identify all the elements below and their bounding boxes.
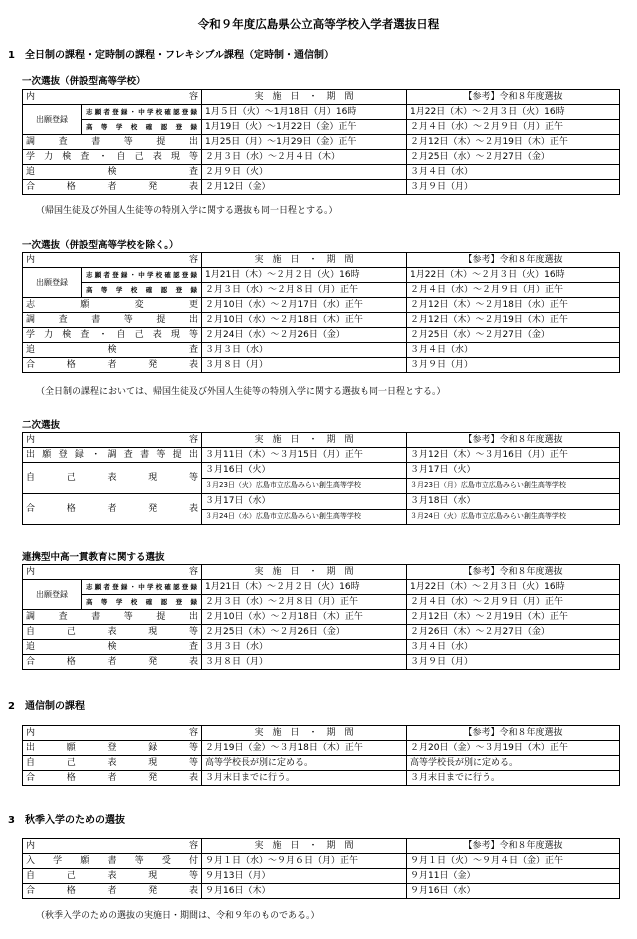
table-row: [23, 741, 620, 756]
header-item-cell: 内 容: [23, 90, 202, 105]
header-reference-cell: 【参考】令和８年度選抜: [407, 253, 620, 268]
item-cell: 学力検査・自己表現等: [23, 328, 202, 343]
reference-date-cell: ２月４日（水）～２月９日（月）正午: [407, 120, 620, 135]
reference-date-cell: ３月４日（水）: [407, 343, 620, 358]
table-row: [23, 610, 620, 625]
table-row: [23, 494, 620, 510]
item-cell: 合格者発表: [23, 655, 202, 670]
header-item-cell: 内 容: [23, 433, 202, 448]
current-date-cell: ３月24日（水）広島市立広島みらい創生高等学校: [202, 509, 407, 525]
table-3-heading: 二次選抜: [22, 420, 61, 431]
reference-date-cell: ２月26日（木）～２月27日（金）: [407, 625, 620, 640]
table-row: [23, 313, 620, 328]
reference-date-cell: ３月12日（木）～３月16日（月）正午: [407, 448, 620, 463]
table-row: [23, 771, 620, 786]
schedule-table-5: [22, 725, 620, 786]
sub-item-label: 志願者登録・中学校確認登録: [82, 580, 201, 595]
current-date-cell: ２月９日（火）: [202, 165, 407, 180]
table-row: [23, 150, 620, 165]
sub-item-label: 高等学校確認登録: [86, 286, 197, 294]
header-current-cell: 実 施 日 ・ 期 間: [202, 726, 407, 741]
sub-item-label: 高等学校確認登録: [86, 123, 197, 131]
header-item-cell: 内 容: [23, 565, 202, 580]
item-cell: 自己表現等: [23, 625, 202, 640]
sub-item-label: 志願者登録・中学校確認登録: [82, 105, 201, 120]
current-date-cell: ３月17日（水）: [202, 494, 407, 510]
item-cell: 志願変更: [23, 298, 202, 313]
header-item-cell: 内 容: [23, 253, 202, 268]
item-cell: 自己表現等: [23, 756, 202, 771]
category-label: 出願登録: [23, 268, 82, 297]
table-row: [23, 448, 620, 463]
reference-date-cell: ３月24日（火）広島市立広島みらい創生高等学校: [407, 509, 620, 525]
item-cell: 追検査: [23, 640, 202, 655]
table-row: [23, 358, 620, 373]
header-reference-cell: 【参考】令和８年度選抜: [407, 726, 620, 741]
table-row: [23, 268, 620, 283]
section-3-heading: 3 秋季入学のための選抜: [8, 815, 125, 826]
reference-date-cell: ２月４日（水）～２月９日（月）正午: [407, 283, 620, 298]
current-date-cell: ３月末日までに行う。: [202, 771, 407, 786]
reference-date-cell: 1月22日（木）～２月３日（火）16時: [407, 580, 620, 595]
reference-date-cell: ２月20日（金）～３月19日（木）正午: [407, 741, 620, 756]
current-date-cell: ２月10日（水）～２月18日（木）正午: [202, 610, 407, 625]
item-cell: 追検査: [23, 165, 202, 180]
item-cell: 合格者発表: [23, 358, 202, 373]
table-row: [23, 884, 620, 899]
table-row: [23, 165, 620, 180]
header-reference-cell: 【参考】令和８年度選抜: [407, 565, 620, 580]
page-title: 令和９年度広島県公立高等学校入学者選抜日程: [197, 17, 440, 31]
current-date-cell: ２月19日（金）～３月18日（木）正午: [202, 741, 407, 756]
table-header-row: [23, 433, 620, 448]
table-row: [23, 756, 620, 771]
current-date-cell: ３月16日（火）: [202, 463, 407, 479]
reference-date-cell: ３月23日（月）広島市立広島みらい創生高等学校: [407, 478, 620, 494]
application-group-cell: [23, 105, 202, 135]
reference-date-cell: ３月４日（水）: [407, 165, 620, 180]
current-date-cell: ３月３日（水）: [202, 640, 407, 655]
reference-date-cell: ２月12日（木）～２月19日（木）正午: [407, 610, 620, 625]
current-date-cell: ２月３日（水）～２月８日（月）正午: [202, 595, 407, 610]
item-cell: 調査書等提出: [23, 135, 202, 150]
reference-date-cell: ９月11日（金）: [407, 869, 620, 884]
current-date-cell: ９月16日（木）: [202, 884, 407, 899]
reference-date-cell: ２月４日（水）～２月９日（月）正午: [407, 595, 620, 610]
header-reference-cell: 【参考】令和８年度選抜: [407, 90, 620, 105]
table-row: [23, 463, 620, 479]
current-date-cell: ９月13日（月）: [202, 869, 407, 884]
table-row: [23, 655, 620, 670]
current-date-cell: ２月３日（水）～２月４日（木）: [202, 150, 407, 165]
current-date-cell: ２月10日（水）～２月17日（水）正午: [202, 298, 407, 313]
category-label: 出願登録: [23, 105, 82, 134]
header-current-cell: 実 施 日 ・ 期 間: [202, 565, 407, 580]
reference-date-cell: ３月末日までに行う。: [407, 771, 620, 786]
current-date-cell: 1月21日（木）～２月２日（火）16時: [202, 580, 407, 595]
current-date-cell: ２月３日（水）～２月８日（月）正午: [202, 283, 407, 298]
current-date-cell: 1月21日（木）～２月２日（火）16時: [202, 268, 407, 283]
table-4-heading: 連携型中高一貫教育に関する選抜: [22, 552, 165, 563]
reference-date-cell: ３月９日（月）: [407, 655, 620, 670]
table-row: [23, 625, 620, 640]
header-current-cell: 実 施 日 ・ 期 間: [202, 839, 407, 854]
reference-date-cell: ２月12日（木）～２月19日（木）正午: [407, 313, 620, 328]
item-cell: 合格者発表: [23, 884, 202, 899]
table-2-heading: 一次選抜（併設型高等学校を除く。）: [22, 240, 179, 251]
header-current-cell: 実 施 日 ・ 期 間: [202, 90, 407, 105]
section-2-heading: 2 通信制の課程: [8, 701, 85, 712]
header-reference-cell: 【参考】令和８年度選抜: [407, 839, 620, 854]
table-6-note: （秋季入学のための選抜の実施日・期間は、令和９年のものである。）: [36, 911, 320, 921]
schedule-table-3: [22, 432, 620, 525]
item-cell: 調査書等提出: [23, 313, 202, 328]
reference-date-cell: ９月１日（火）～９月４日（金）正午: [407, 854, 620, 869]
item-cell: 自己表現等: [23, 869, 202, 884]
current-date-cell: ２月10日（水）～２月18日（木）正午: [202, 313, 407, 328]
reference-date-cell: ２月12日（木）～２月19日（木）正午: [407, 135, 620, 150]
table-row: [23, 135, 620, 150]
current-date-cell: ２月24日（水）～２月26日（金）: [202, 328, 407, 343]
section-1-heading: 1 全日制の課程・定時制の課程・フレキシブル課程（定時制・通信制）: [8, 50, 335, 61]
sub-item-label: 高等学校確認登録: [86, 598, 197, 606]
reference-date-cell: ２月25日（水）～２月27日（金）: [407, 328, 620, 343]
table-1-heading: 一次選抜（併設型高等学校）: [22, 76, 146, 87]
item-cell: 出願登録等: [23, 741, 202, 756]
table-row: [23, 180, 620, 195]
reference-date-cell: ３月９日（月）: [407, 358, 620, 373]
header-item-cell: 内 容: [23, 726, 202, 741]
schedule-table-6: [22, 838, 620, 899]
reference-date-cell: ２月12日（木）～２月18日（水）正午: [407, 298, 620, 313]
header-reference-cell: 【参考】令和８年度選抜: [407, 433, 620, 448]
table-row: [23, 580, 620, 595]
item-cell: 合格者発表: [23, 494, 202, 525]
item-cell: 学力検査・自己表現等: [23, 150, 202, 165]
current-date-cell: 高等学校長が別に定める。: [202, 756, 407, 771]
header-current-cell: 実 施 日 ・ 期 間: [202, 253, 407, 268]
schedule-table-2: [22, 252, 620, 373]
category-label: 出願登録: [23, 580, 82, 609]
reference-date-cell: ３月18日（水）: [407, 494, 620, 510]
table-header-row: [23, 839, 620, 854]
table-row: [23, 328, 620, 343]
current-date-cell: ９月１日（水）～９月６日（月）正午: [202, 854, 407, 869]
item-cell: 調査書等提出: [23, 610, 202, 625]
table-header-row: [23, 90, 620, 105]
current-date-cell: ２月25日（木）～２月26日（金）: [202, 625, 407, 640]
current-date-cell: 1月19日（火）～1月22日（金）正午: [202, 120, 407, 135]
reference-date-cell: ２月25日（水）～２月27日（金）: [407, 150, 620, 165]
reference-date-cell: 1月22日（木）～２月３日（火）16時: [407, 105, 620, 120]
schedule-table-1: [22, 89, 620, 195]
application-group-cell: [23, 268, 202, 298]
sub-item-label: 志願者登録・中学校確認登録: [82, 268, 201, 283]
table-header-row: [23, 726, 620, 741]
current-date-cell: 1月５日（火）～1月18日（月）16時: [202, 105, 407, 120]
item-cell: 入学願書等受付: [23, 854, 202, 869]
header-item-cell: 内 容: [23, 839, 202, 854]
table-header-row: [23, 253, 620, 268]
table-header-row: [23, 565, 620, 580]
item-cell: 追検査: [23, 343, 202, 358]
item-cell: 出願登録・調査書等提出: [23, 448, 202, 463]
current-date-cell: ３月３日（水）: [202, 343, 407, 358]
table-row: [23, 298, 620, 313]
reference-date-cell: ３月17日（火）: [407, 463, 620, 479]
current-date-cell: 1月25日（月）～1月29日（金）正午: [202, 135, 407, 150]
table-row: [23, 343, 620, 358]
application-group-cell: [23, 580, 202, 610]
item-cell: 合格者発表: [23, 771, 202, 786]
current-date-cell: ３月23日（火）広島市立広島みらい創生高等学校: [202, 478, 407, 494]
item-cell: 自己表現等: [23, 463, 202, 494]
table-2-note: （全日制の課程においては、帰国生徒及び外国人生徒等の特別入学に関する選抜も同一日程とする。）: [36, 387, 446, 397]
reference-date-cell: 高等学校長が別に定める。: [407, 756, 620, 771]
reference-date-cell: 1月22日（木）～２月３日（火）16時: [407, 268, 620, 283]
table-1-note: （帰国生徒及び外国人生徒等の特別入学に関する選抜も同一日程とする。）: [36, 206, 338, 216]
current-date-cell: ３月８日（月）: [202, 655, 407, 670]
item-cell: 合格者発表: [23, 180, 202, 195]
schedule-table-4: [22, 564, 620, 670]
current-date-cell: ３月８日（月）: [202, 358, 407, 373]
reference-date-cell: ９月16日（水）: [407, 884, 620, 899]
reference-date-cell: ３月４日（水）: [407, 640, 620, 655]
header-current-cell: 実 施 日 ・ 期 間: [202, 433, 407, 448]
table-row: [23, 854, 620, 869]
current-date-cell: ３月11日（木）～３月15日（月）正午: [202, 448, 407, 463]
current-date-cell: ２月12日（金）: [202, 180, 407, 195]
reference-date-cell: ３月９日（月）: [407, 180, 620, 195]
table-row: [23, 640, 620, 655]
table-row: [23, 869, 620, 884]
table-row: [23, 105, 620, 120]
